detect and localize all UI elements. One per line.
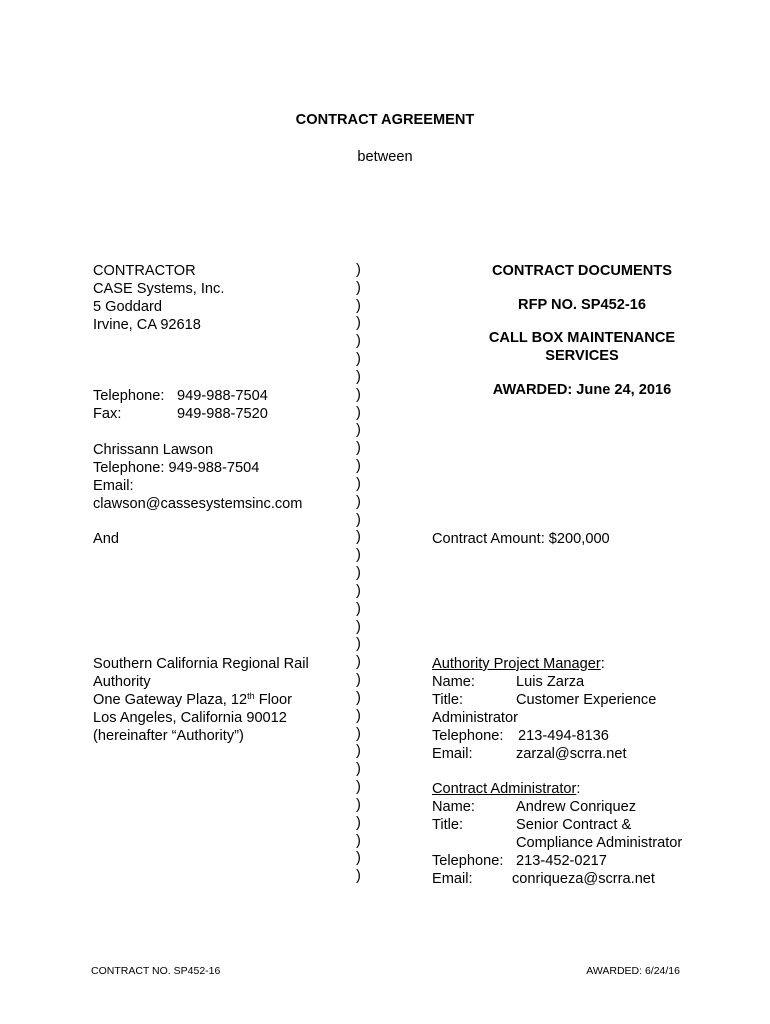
ca-telephone-row: Telephone: 213-452-0217 bbox=[432, 853, 607, 869]
authority-line-1: Southern California Regional Rail bbox=[93, 656, 309, 672]
ca-title-continued: Compliance Administrator bbox=[516, 835, 683, 851]
contract-admin-heading: Contract Administrator: bbox=[432, 781, 581, 797]
pm-name: Luis Zarza bbox=[516, 674, 585, 690]
paren-divider: ) bbox=[356, 582, 361, 599]
contractor-telephone-row bbox=[93, 387, 268, 405]
paren-divider: ) bbox=[356, 262, 361, 278]
authority-line-3: One Gateway Plaza, 12th Floor bbox=[93, 691, 292, 708]
contractor-heading: CONTRACTOR bbox=[93, 263, 196, 279]
telephone-label: Telephone: bbox=[93, 388, 165, 404]
paren-divider: ) bbox=[356, 672, 361, 689]
paren-divider: ) bbox=[356, 475, 361, 492]
pm-title: Customer Experience bbox=[516, 692, 657, 708]
paren-divider: ) bbox=[356, 333, 361, 350]
paren-divider: ) bbox=[356, 814, 361, 831]
paren-divider: ) bbox=[356, 761, 361, 778]
paren-divider: ) bbox=[356, 386, 361, 403]
paren-divider: ) bbox=[356, 654, 361, 671]
authority-line-2: Authority bbox=[93, 674, 151, 690]
pm-telephone: 213-494-8136 bbox=[518, 728, 609, 744]
paren-divider: ) bbox=[356, 618, 361, 635]
contractor-fax-row bbox=[93, 405, 268, 423]
contractor-address-2: Irvine, CA 92618 bbox=[93, 317, 201, 333]
fax-label: Fax: bbox=[93, 406, 122, 422]
contact-email-label: Email: bbox=[93, 478, 134, 494]
contract-documents-heading: CONTRACT DOCUMENTS bbox=[492, 263, 672, 279]
and-label: And bbox=[93, 531, 119, 547]
pm-name-row: Name: Luis Zarza bbox=[432, 674, 585, 690]
project-manager-heading: Authority Project Manager: bbox=[432, 656, 605, 672]
contact-name: Chrissann Lawson bbox=[93, 442, 214, 458]
footer-contract-number: CONTRACT NO. SP452-16 bbox=[91, 965, 221, 977]
document-title: CONTRACT AGREEMENT bbox=[295, 112, 475, 128]
paren-divider: ) bbox=[356, 779, 361, 796]
ca-email: conriqueza@scrra.net bbox=[512, 871, 655, 887]
contractor-name: CASE Systems, Inc. bbox=[93, 281, 225, 297]
paren-divider: ) bbox=[356, 850, 361, 867]
paren-divider: ) bbox=[356, 796, 361, 813]
ca-name: Andrew Conriquez bbox=[516, 799, 637, 815]
pm-telephone-row: Telephone: 213-494-8136 bbox=[432, 728, 609, 744]
paren-divider: ) bbox=[356, 422, 361, 439]
paren-divider: ) bbox=[356, 832, 361, 849]
ca-telephone: 213-452-0217 bbox=[516, 853, 607, 869]
paren-divider: ) bbox=[356, 707, 361, 724]
ca-title-row: Title: Senior Contract & bbox=[432, 817, 632, 833]
rfp-number: RFP NO. SP452-16 bbox=[518, 297, 646, 313]
paren-divider: ) bbox=[356, 404, 361, 421]
paren-divider: ) bbox=[356, 725, 361, 742]
paren-divider: ) bbox=[356, 529, 361, 546]
paren-divider: ) bbox=[356, 689, 361, 706]
authority-line-5: (hereinafter “Authority”) bbox=[93, 728, 244, 744]
awarded-date: AWARDED: June 24, 2016 bbox=[492, 382, 672, 398]
paren-divider-column bbox=[356, 262, 370, 886]
contractor-fax: 949-988-7520 bbox=[177, 406, 268, 422]
contact-email: clawson@cassesystemsinc.com bbox=[93, 496, 303, 512]
contractor-address-1: 5 Goddard bbox=[93, 299, 162, 315]
paren-divider: ) bbox=[356, 368, 361, 385]
paren-divider: ) bbox=[356, 511, 361, 528]
pm-title-continued: Administrator bbox=[432, 710, 518, 726]
paren-divider: ) bbox=[356, 351, 361, 368]
paren-divider: ) bbox=[356, 565, 361, 582]
footer-awarded-date: AWARDED: 6/24/16 bbox=[586, 965, 680, 977]
ca-title: Senior Contract & bbox=[516, 817, 632, 833]
between-label: between bbox=[357, 149, 413, 165]
pm-email: zarzal@scrra.net bbox=[516, 746, 627, 762]
authority-line-4: Los Angeles, California 90012 bbox=[93, 710, 287, 726]
ca-name-row: Name: Andrew Conriquez bbox=[432, 799, 637, 815]
contact-telephone: Telephone: 949-988-7504 bbox=[93, 460, 260, 476]
paren-divider: ) bbox=[356, 315, 361, 332]
pm-email-row: Email: zarzal@scrra.net bbox=[432, 746, 627, 762]
paren-divider: ) bbox=[356, 600, 361, 617]
ca-email-row: Email: conriqueza@scrra.net bbox=[432, 871, 655, 887]
paren-divider: ) bbox=[356, 743, 361, 760]
paren-divider: ) bbox=[356, 279, 361, 296]
paren-divider: ) bbox=[356, 868, 361, 885]
pm-title-row: Title: Customer Experience bbox=[432, 692, 657, 708]
contractor-telephone: 949-988-7504 bbox=[177, 388, 268, 404]
contract-amount: Contract Amount: $200,000 bbox=[432, 531, 610, 547]
service-line-2: SERVICES bbox=[545, 348, 619, 364]
paren-divider: ) bbox=[356, 297, 361, 314]
paren-divider: ) bbox=[356, 547, 361, 564]
paren-divider: ) bbox=[356, 493, 361, 510]
paren-divider: ) bbox=[356, 440, 361, 457]
service-line-1: CALL BOX MAINTENANCE bbox=[488, 330, 676, 346]
paren-divider: ) bbox=[356, 636, 361, 653]
paren-divider: ) bbox=[356, 458, 361, 475]
